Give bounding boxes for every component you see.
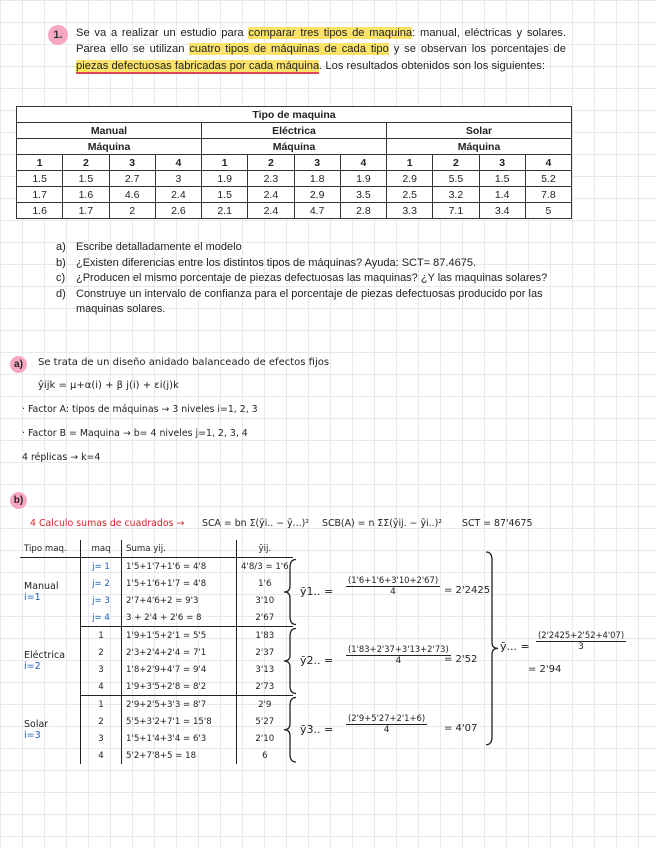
machine-number: 2 — [433, 155, 479, 171]
table-cell: 1.7 — [63, 203, 109, 219]
machine-sum: 2'9+2'5+3'3 = 8'7 — [122, 696, 237, 714]
fraction-denominator: 4 — [383, 724, 390, 735]
group-name: Solar — [24, 718, 49, 730]
header-maq: maq — [81, 540, 122, 558]
table-cell: 1.5 — [479, 171, 525, 187]
machine-sum: 3 + 2'4 + 2'6 = 8 — [122, 609, 237, 627]
machine-index: 1 — [81, 627, 122, 645]
factor-b: · Factor B = Maquina → b= 4 niveles j=1, 2, 3, 4 — [22, 428, 248, 439]
fraction-denominator: 4 — [390, 587, 396, 597]
table-cell: 2.3 — [248, 171, 294, 187]
group-mean-label: ȳ3.. = — [300, 722, 334, 736]
machine-mean: 2'37 — [255, 647, 275, 658]
table-cell: 7.1 — [433, 203, 479, 219]
group-mean-label: ȳ1.. = — [300, 585, 334, 598]
table-cell: 7.8 — [525, 187, 571, 203]
group-index: i=3 — [24, 729, 41, 741]
machine-sum: 1'5+1'6+1'7 = 4'8 — [122, 575, 237, 592]
sublabel-maquina: Máquina — [387, 139, 572, 155]
intro-segment: piezas defectuosas fabricadas por cada máquina — [76, 59, 320, 72]
table-cell: 1.5 — [63, 171, 109, 187]
machine-number: 3 — [294, 155, 340, 171]
grand-mean-label: ȳ... = — [500, 640, 530, 654]
machine-index: j= 2 — [81, 575, 122, 592]
intro-segment: y se observan los porcentajes de — [388, 43, 567, 56]
table-cell: 3.3 — [387, 203, 433, 219]
machine-number: 3 — [479, 155, 525, 171]
machine-index: 2 — [81, 644, 122, 661]
table-cell: 2.5 — [387, 187, 433, 203]
machine-mean: 3'13 — [255, 664, 275, 675]
group-mean-fraction — [346, 575, 440, 597]
machine-mean: 2'10 — [255, 733, 275, 744]
question-text: ¿Existen diferencias entre los distintos tipos de máquinas? Ayuda: SCT= 87.4675. — [76, 256, 477, 269]
intro-segment: . Los resultados obtenidos son los siguientes: — [319, 59, 545, 72]
machine-index: 1 — [81, 696, 122, 714]
machine-number: 2 — [248, 155, 294, 171]
machine-sum: 5'5+3'2+7'1 = 15'8 — [122, 713, 237, 730]
header-suma: Suma yij. — [122, 540, 237, 558]
machine-number: 3 — [109, 155, 155, 171]
group-mean-result: = 2'52 — [444, 654, 478, 665]
group-mean-label: ȳ2.. = — [300, 654, 334, 667]
machine-sum: 1'8+2'9+4'7 = 9'4 — [122, 661, 237, 678]
table-cell: 2.8 — [340, 203, 386, 219]
machine-number: 1 — [202, 155, 248, 171]
table-cell: 2.6 — [155, 203, 201, 219]
machine-mean: 3'10 — [255, 595, 275, 606]
machine-index: 2 — [81, 713, 122, 730]
intro-segment: comparar tres tipos de maquina — [248, 27, 413, 39]
table-title: Tipo de maquina — [17, 107, 572, 123]
table-cell: 2.7 — [109, 171, 155, 187]
grand-mean-fraction — [536, 630, 626, 652]
machine-index: j= 4 — [81, 609, 122, 627]
group-index: i=2 — [24, 661, 41, 672]
machine-mean: 2'67 — [237, 609, 293, 627]
machine-mean: 4'8/3 = 1'6 — [241, 561, 289, 572]
question-letter: b) — [56, 256, 66, 269]
machine-mean: 2'73 — [237, 678, 293, 696]
sca-formula: SCA = bn Σ(ȳi.. − ȳ...)² — [202, 518, 310, 529]
table-cell: 5 — [525, 203, 571, 219]
table-cell: 1.6 — [63, 187, 109, 203]
answer-b-badge: b) — [10, 492, 27, 509]
machine-index: j= 3 — [81, 592, 122, 609]
group-mean-result: = 2'2425 — [444, 585, 491, 596]
group-mean-fraction — [346, 644, 451, 666]
calc-label: 4 Calculo sumas de cuadrados → — [30, 518, 185, 529]
machine-index: j= 1 — [81, 558, 122, 576]
machine-sum: 2'3+2'4+2'4 = 7'1 — [122, 644, 237, 661]
machine-sum: 5'2+7'8+5 = 18 — [122, 747, 237, 764]
table-cell: 2.4 — [248, 187, 294, 203]
table-cell: 1.9 — [340, 171, 386, 187]
fraction-denominator: 4 — [395, 656, 402, 666]
header-media: ȳij. — [237, 540, 293, 558]
question-letter: d) — [56, 287, 66, 300]
table-cell: 2.4 — [248, 203, 294, 219]
factor-a: · Factor A: tipos de máquinas → 3 niveles i=1, 2, 3 — [22, 404, 258, 415]
question-letter: c) — [56, 272, 66, 285]
table-cell: 1.7 — [17, 187, 63, 203]
machine-sum: 1'5+1'4+3'4 = 6'3 — [122, 730, 237, 747]
sublabel-maquina: Máquina — [202, 139, 387, 155]
machine-number: 4 — [155, 155, 201, 171]
table-cell: 2.9 — [387, 171, 433, 187]
fraction-numerator: (2'2425+2'52+4'07) — [538, 630, 625, 641]
header-tipo: Tipo maq. — [20, 540, 81, 558]
machine-number: 1 — [387, 155, 433, 171]
fraction-numerator: (1'83+2'37+3'13+2'73) — [348, 644, 449, 654]
fraction-numerator: (1'6+1'6+3'10+2'67) — [348, 575, 439, 585]
table-cell: 1.6 — [17, 203, 63, 219]
table-cell: 3.2 — [433, 187, 479, 203]
machine-sum: 1'5+1'7+1'6 = 4'8 — [122, 558, 237, 576]
group-name: Manual — [24, 581, 59, 593]
machine-mean: 1'83 — [255, 630, 275, 641]
group-index: i=1 — [24, 592, 41, 604]
table-cell: 1.9 — [202, 171, 248, 187]
machine-sum: 1'9+3'5+2'8 = 8'2 — [122, 678, 237, 696]
table-cell: 4.6 — [109, 187, 155, 203]
table-cell: 3.4 — [479, 203, 525, 219]
machine-mean: 6 — [262, 750, 268, 761]
problem-number-badge: 1. — [48, 25, 68, 45]
fraction-numerator: (2'9+5'27+2'1+6) — [348, 712, 426, 723]
table-cell: 5.2 — [525, 171, 571, 187]
machine-sum: 2'7+4'6+2 = 9'3 — [122, 592, 237, 609]
table-cell: 3 — [155, 171, 201, 187]
table-cell: 2.4 — [155, 187, 201, 203]
table-cell: 1.4 — [479, 187, 525, 203]
table-cell: 4.7 — [294, 203, 340, 219]
machine-index: 4 — [81, 678, 122, 696]
machine-index: 3 — [81, 730, 122, 747]
question-letter: a) — [56, 241, 66, 253]
intro-segment: cuatro tipos de máquinas de cada tipo — [189, 43, 389, 56]
intro-segment: : manual, eléctricas y solares. Parea ello se utilizan — [76, 27, 566, 56]
group-electrica: Eléctrica — [202, 123, 387, 139]
grand-mean-result: = 2'94 — [528, 664, 562, 676]
group-manual: Manual — [17, 123, 202, 139]
intro-segment: Se va a realizar un estudio para — [76, 27, 249, 39]
sct-value: SCT = 87'4675 — [462, 518, 533, 529]
table-cell: 5.5 — [433, 171, 479, 187]
machine-index: 3 — [81, 661, 122, 678]
table-cell: 2.9 — [294, 187, 340, 203]
replicas: 4 réplicas → k=4 — [22, 452, 101, 463]
machine-number: 2 — [63, 155, 109, 171]
answer-a-line1: Se trata de un diseño anidado balanceado de efectos fijos — [38, 357, 330, 368]
question-text: ¿Producen el mismo porcentaje de piezas defectuosas las maquinas? ¿Y las maquinas solares? — [76, 272, 548, 285]
brace — [284, 629, 296, 694]
table-cell: 1.5 — [202, 187, 248, 203]
machine-mean: 1'6 — [258, 578, 272, 589]
table-cell: 2.1 — [202, 203, 248, 219]
answer-a-badge: a) — [10, 356, 27, 373]
group-mean-result: = 4'07 — [444, 722, 478, 734]
brace — [284, 698, 296, 763]
machine-index: 4 — [81, 747, 122, 764]
table-cell: 3.5 — [340, 187, 386, 203]
machine-mean: 5'27 — [255, 716, 275, 727]
sublabel-maquina: Máquina — [17, 139, 202, 155]
brace — [284, 560, 296, 625]
machine-number: 4 — [525, 155, 571, 171]
table-cell: 1.8 — [294, 171, 340, 187]
scb-formula: SCB(A) = n ΣΣ(ȳij. − ȳi..)² — [322, 518, 442, 529]
machine-sum: 1'9+1'5+2'1 = 5'5 — [122, 627, 237, 645]
question-text: Escribe detalladamente el modelo — [76, 241, 242, 253]
machine-number: 4 — [340, 155, 386, 171]
group-solar: Solar — [387, 123, 572, 139]
table-cell: 1.5 — [17, 171, 63, 187]
machine-number: 1 — [17, 155, 63, 171]
fraction-denominator: 3 — [578, 642, 584, 653]
question-text: Construye un intervalo de confianza para el porcentaje de piezas defectuosas producido por las maquinas solares. — [76, 287, 543, 316]
group-mean-fraction — [346, 713, 427, 735]
model-equation: ŷijk = μ+α(i) + β j(i) + εi(j)k — [38, 380, 179, 391]
brace — [486, 552, 498, 745]
group-name: Eléctrica — [24, 650, 66, 661]
table-cell: 2 — [109, 203, 155, 219]
machine-mean: 2'9 — [258, 699, 272, 710]
